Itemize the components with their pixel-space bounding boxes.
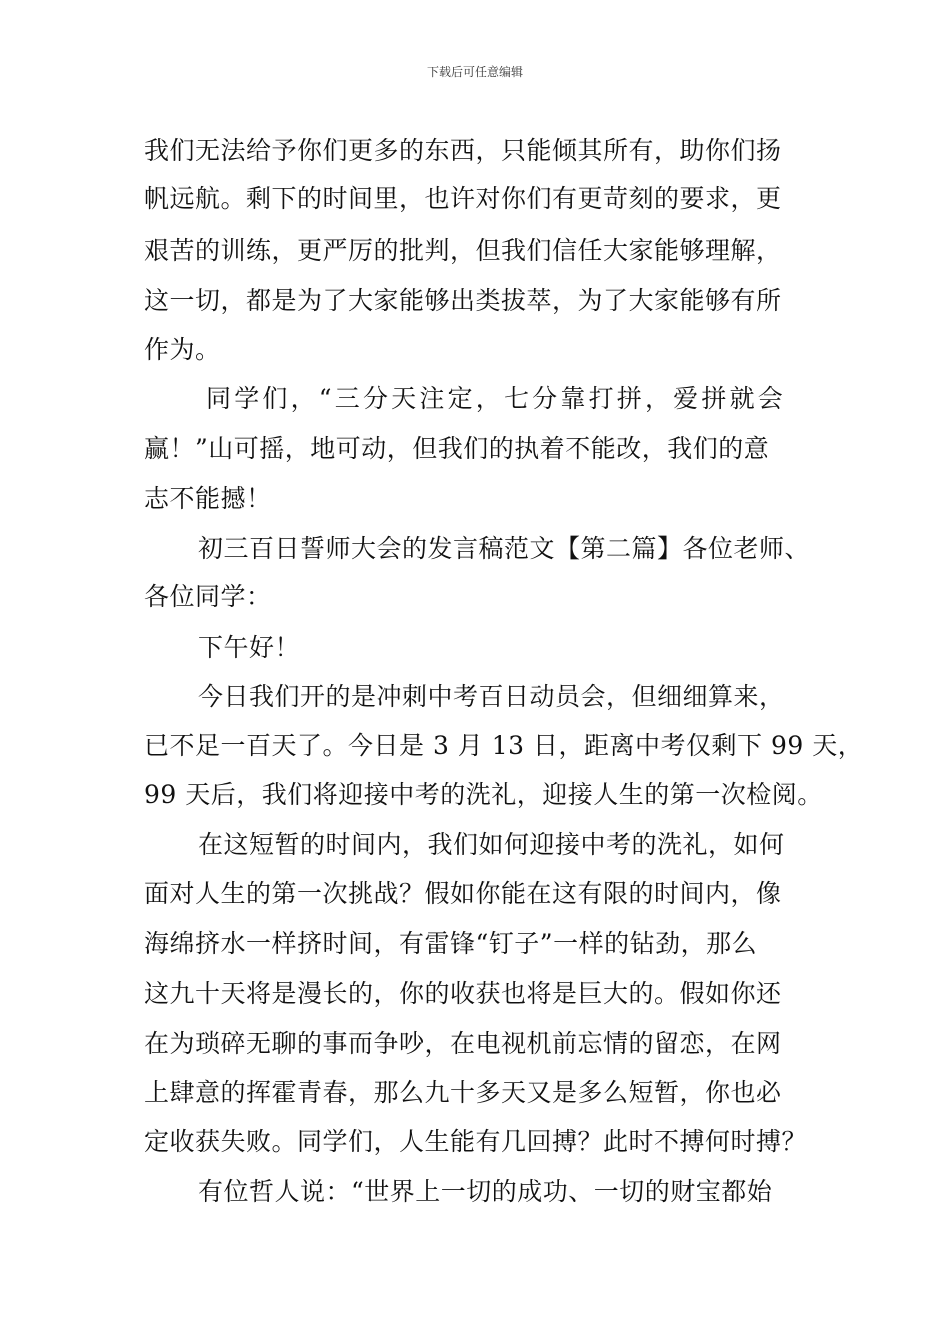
- text-line: 已不足一百天了。今日是 3 月 13 日，距离中考仅剩下 99 天，: [144, 731, 864, 760]
- text-line: 作为。: [144, 335, 221, 364]
- text-line: 初三百日誓师大会的发言稿范文【第二篇】各位老师、: [198, 534, 811, 563]
- text-line: 志不能撼！: [144, 484, 272, 513]
- text-line: 定收获失败。同学们，人生能有几回搏？此时不搏何时搏？: [144, 1127, 808, 1156]
- text-line: 海绵挤水一样挤时间，有雷锋“钉子”一样的钻劲，那么: [144, 929, 758, 958]
- text-line: 有位哲人说：“世界上一切的成功、一切的财宝都始: [198, 1177, 773, 1206]
- text-line: 各位同学：: [144, 582, 272, 611]
- text-line: 帆远航。剩下的时间里，也许对你们有更苛刻的要求，更: [144, 184, 782, 213]
- text-line: 赢！”山可摇，地可动，但我们的执着不能改，我们的意: [144, 434, 770, 463]
- text-line: 在为琐碎无聊的事而争吵，在电视机前忘情的留恋，在网: [144, 1029, 782, 1058]
- text-line: 这一切，都是为了大家能够出类拔萃，为了大家能够有所: [144, 286, 782, 315]
- page-header-note: 下载后可任意编辑: [426, 65, 523, 79]
- text-line: 这九十天将是漫长的，你的收获也将是巨大的。假如你还: [144, 979, 782, 1008]
- text-line: 同学们，“三分天注定，七分靠打拼，爱拼就会: [206, 384, 786, 413]
- text-line: 我们无法给予你们更多的东西，只能倾其所有，助你们扬: [144, 136, 782, 165]
- text-line: 艰苦的训练，更严厉的批判，但我们信任大家能够理解，: [144, 236, 782, 265]
- text-line: 今日我们开的是冲刺中考百日动员会，但细细算来，: [198, 682, 785, 711]
- text-line: 下午好！: [198, 633, 301, 662]
- text-line: 在这短暂的时间内，我们如何迎接中考的洗礼，如何: [198, 830, 785, 859]
- text-line: 99 天后，我们将迎接中考的洗礼，迎接人生的第一次检阅。: [144, 780, 823, 809]
- text-line: 上肆意的挥霍青春，那么九十多天又是多么短暂，你也必: [144, 1078, 782, 1107]
- text-line: 面对人生的第一次挑战？假如你能在这有限的时间内，像: [144, 879, 782, 908]
